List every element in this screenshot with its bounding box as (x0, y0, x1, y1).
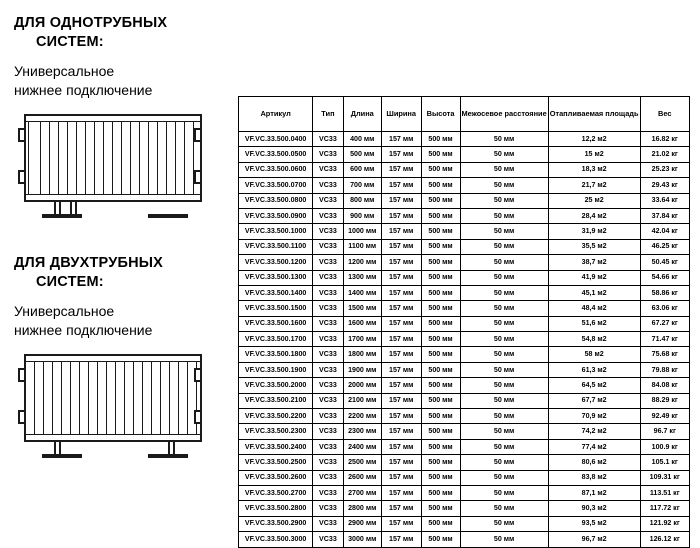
cell-article: VF.VC.33.500.2100 (239, 393, 313, 408)
cell-axis-distance: 50 мм (460, 193, 548, 208)
cell-width: 157 мм (381, 193, 421, 208)
cell-width: 157 мм (381, 332, 421, 347)
cell-heated-area: 80,6 м2 (548, 455, 640, 470)
cell-height: 500 мм (421, 301, 460, 316)
cell-heated-area: 18,3 м2 (548, 162, 640, 177)
cell-length: 2600 мм (343, 470, 381, 485)
cell-height: 500 мм (421, 347, 460, 362)
single-pipe-subtitle (14, 62, 230, 100)
table-row (239, 362, 690, 377)
cell-heated-area: 64,5 м2 (548, 378, 640, 393)
radiator-bottom-rail (26, 434, 200, 440)
cell-height: 500 мм (421, 455, 460, 470)
cell-length: 2200 мм (343, 409, 381, 424)
cell-type: VC33 (313, 378, 343, 393)
cell-article: VF.VC.33.500.1600 (239, 316, 313, 331)
cell-article: VF.VC.33.500.1400 (239, 285, 313, 300)
single-pipe-section (14, 14, 230, 218)
cell-type: VC33 (313, 255, 343, 270)
table-row (239, 516, 690, 531)
cell-axis-distance: 50 мм (460, 147, 548, 162)
cell-type: VC33 (313, 316, 343, 331)
cell-type: VC33 (313, 301, 343, 316)
cell-article: VF.VC.33.500.0400 (239, 132, 313, 147)
cell-length: 2700 мм (343, 485, 381, 500)
cell-weight: 42.04 кг (640, 224, 689, 239)
cell-axis-distance: 50 мм (460, 485, 548, 500)
single-pipe-subtitle-line2: нижнее подключение (14, 82, 153, 98)
cell-article: VF.VC.33.500.2400 (239, 439, 313, 454)
cell-type: VC33 (313, 501, 343, 516)
cell-height: 500 мм (421, 178, 460, 193)
cell-length: 1900 мм (343, 362, 381, 377)
cell-width: 157 мм (381, 178, 421, 193)
cell-axis-distance: 50 мм (460, 162, 548, 177)
column-header-length: Длина (343, 97, 381, 132)
column-header-height: Высота (421, 97, 460, 132)
column-header-width: Ширина (381, 97, 421, 132)
cell-width: 157 мм (381, 393, 421, 408)
cell-axis-distance: 50 мм (460, 132, 548, 147)
cell-heated-area: 31,9 м2 (548, 224, 640, 239)
cell-width: 157 мм (381, 239, 421, 254)
cell-axis-distance: 50 мм (460, 501, 548, 516)
column-header-type: Тип (313, 97, 343, 132)
cell-weight: 109.31 кг (640, 470, 689, 485)
cell-axis-distance: 50 мм (460, 516, 548, 531)
cell-height: 500 мм (421, 532, 460, 547)
cell-weight: 33.64 кг (640, 193, 689, 208)
cell-width: 157 мм (381, 378, 421, 393)
table-row (239, 347, 690, 362)
cell-axis-distance: 50 мм (460, 393, 548, 408)
cell-axis-distance: 50 мм (460, 208, 548, 223)
cell-axis-distance: 50 мм (460, 332, 548, 347)
cell-length: 1200 мм (343, 255, 381, 270)
cell-axis-distance: 50 мм (460, 255, 548, 270)
radiator-mount-lug (18, 410, 26, 424)
cell-type: VC33 (313, 239, 343, 254)
radiator-bottom-rail (26, 194, 200, 200)
table-row (239, 147, 690, 162)
table-row (239, 162, 690, 177)
two-pipe-subtitle (14, 302, 230, 340)
specification-table (238, 96, 690, 548)
cell-length: 2100 мм (343, 393, 381, 408)
cell-article: VF.VC.33.500.2700 (239, 485, 313, 500)
cell-width: 157 мм (381, 224, 421, 239)
cell-length: 1000 мм (343, 224, 381, 239)
cell-height: 500 мм (421, 409, 460, 424)
cell-type: VC33 (313, 132, 343, 147)
table-row (239, 132, 690, 147)
cell-type: VC33 (313, 485, 343, 500)
table-row (239, 501, 690, 516)
cell-axis-distance: 50 мм (460, 378, 548, 393)
cell-width: 157 мм (381, 147, 421, 162)
cell-height: 500 мм (421, 362, 460, 377)
cell-length: 700 мм (343, 178, 381, 193)
cell-weight: 105.1 кг (640, 455, 689, 470)
cell-length: 1600 мм (343, 316, 381, 331)
cell-type: VC33 (313, 285, 343, 300)
cell-length: 600 мм (343, 162, 381, 177)
cell-width: 157 мм (381, 470, 421, 485)
cell-heated-area: 51,6 м2 (548, 316, 640, 331)
cell-type: VC33 (313, 516, 343, 531)
table-row (239, 439, 690, 454)
cell-weight: 79.88 кг (640, 362, 689, 377)
cell-type: VC33 (313, 270, 343, 285)
cell-length: 900 мм (343, 208, 381, 223)
cell-type: VC33 (313, 178, 343, 193)
radiator-mount-lug (194, 128, 202, 142)
cell-weight: 67.27 кг (640, 316, 689, 331)
cell-height: 500 мм (421, 208, 460, 223)
cell-weight: 92.49 кг (640, 409, 689, 424)
cell-width: 157 мм (381, 409, 421, 424)
cell-height: 500 мм (421, 270, 460, 285)
cell-type: VC33 (313, 362, 343, 377)
cell-height: 500 мм (421, 439, 460, 454)
radiator-body (24, 114, 202, 202)
two-pipe-title (14, 254, 230, 292)
cell-width: 157 мм (381, 362, 421, 377)
cell-article: VF.VC.33.500.2900 (239, 516, 313, 531)
radiator-diagram-single-pipe (18, 114, 214, 218)
cell-article: VF.VC.33.500.2300 (239, 424, 313, 439)
cell-length: 500 мм (343, 147, 381, 162)
radiator-mount-lug (18, 368, 26, 382)
cell-axis-distance: 50 мм (460, 224, 548, 239)
cell-weight: 126.12 кг (640, 532, 689, 547)
cell-height: 500 мм (421, 470, 460, 485)
cell-article: VF.VC.33.500.1500 (239, 301, 313, 316)
cell-length: 2400 мм (343, 439, 381, 454)
cell-width: 157 мм (381, 485, 421, 500)
single-pipe-title-line2: СИСТЕМ: (36, 34, 104, 50)
cell-heated-area: 54,8 м2 (548, 332, 640, 347)
cell-heated-area: 58 м2 (548, 347, 640, 362)
radiator-foot (148, 214, 188, 218)
cell-heated-area: 96,7 м2 (548, 532, 640, 547)
cell-width: 157 мм (381, 347, 421, 362)
cell-article: VF.VC.33.500.1100 (239, 239, 313, 254)
cell-height: 500 мм (421, 193, 460, 208)
cell-axis-distance: 50 мм (460, 270, 548, 285)
cell-article: VF.VC.33.500.1300 (239, 270, 313, 285)
cell-axis-distance: 50 мм (460, 362, 548, 377)
table-row (239, 270, 690, 285)
cell-weight: 84.08 кг (640, 378, 689, 393)
two-pipe-subtitle-line1: Универсальное (14, 303, 115, 319)
table-row (239, 239, 690, 254)
radiator-top-rail (26, 356, 200, 362)
specification-table-wrapper (238, 96, 690, 548)
cell-type: VC33 (313, 532, 343, 547)
cell-type: VC33 (313, 424, 343, 439)
cell-width: 157 мм (381, 285, 421, 300)
cell-axis-distance: 50 мм (460, 532, 548, 547)
cell-length: 1100 мм (343, 239, 381, 254)
two-pipe-title-line2: СИСТЕМ: (36, 274, 104, 290)
cell-axis-distance: 50 мм (460, 178, 548, 193)
cell-weight: 121.92 кг (640, 516, 689, 531)
single-pipe-subtitle-line1: Универсальное (14, 63, 115, 79)
cell-length: 800 мм (343, 193, 381, 208)
single-pipe-title-line1: ДЛЯ ОДНОТРУБНЫХ (14, 15, 168, 31)
cell-height: 500 мм (421, 516, 460, 531)
cell-article: VF.VC.33.500.0700 (239, 178, 313, 193)
cell-weight: 46.25 кг (640, 239, 689, 254)
radiator-mount-lug (18, 170, 26, 184)
cell-length: 3000 мм (343, 532, 381, 547)
cell-article: VF.VC.33.500.3000 (239, 532, 313, 547)
cell-width: 157 мм (381, 455, 421, 470)
cell-article: VF.VC.33.500.2600 (239, 470, 313, 485)
cell-type: VC33 (313, 470, 343, 485)
cell-type: VC33 (313, 147, 343, 162)
cell-heated-area: 67,7 м2 (548, 393, 640, 408)
table-row (239, 255, 690, 270)
cell-length: 2300 мм (343, 424, 381, 439)
cell-heated-area: 83,8 м2 (548, 470, 640, 485)
cell-height: 500 мм (421, 132, 460, 147)
table-row (239, 224, 690, 239)
cell-length: 2000 мм (343, 378, 381, 393)
cell-article: VF.VC.33.500.1200 (239, 255, 313, 270)
cell-weight: 54.66 кг (640, 270, 689, 285)
radiator-body (24, 354, 202, 442)
cell-height: 500 мм (421, 332, 460, 347)
cell-weight: 100.9 кг (640, 439, 689, 454)
cell-length: 1300 мм (343, 270, 381, 285)
cell-type: VC33 (313, 224, 343, 239)
cell-axis-distance: 50 мм (460, 455, 548, 470)
cell-height: 500 мм (421, 255, 460, 270)
cell-article: VF.VC.33.500.1900 (239, 362, 313, 377)
cell-width: 157 мм (381, 424, 421, 439)
table-row (239, 332, 690, 347)
radiator-foot (42, 214, 82, 218)
radiator-foot (42, 454, 82, 458)
cell-axis-distance: 50 мм (460, 409, 548, 424)
cell-heated-area: 70,9 м2 (548, 409, 640, 424)
cell-type: VC33 (313, 332, 343, 347)
cell-heated-area: 15 м2 (548, 147, 640, 162)
cell-height: 500 мм (421, 162, 460, 177)
cell-axis-distance: 50 мм (460, 239, 548, 254)
cell-heated-area: 12,2 м2 (548, 132, 640, 147)
cell-article: VF.VC.33.500.0900 (239, 208, 313, 223)
two-pipe-section (14, 254, 230, 458)
table-row (239, 470, 690, 485)
cell-heated-area: 61,3 м2 (548, 362, 640, 377)
cell-heated-area: 35,5 м2 (548, 239, 640, 254)
cell-article: VF.VC.33.500.1800 (239, 347, 313, 362)
cell-heated-area: 25 м2 (548, 193, 640, 208)
table-header-row (239, 97, 690, 132)
cell-height: 500 мм (421, 239, 460, 254)
cell-type: VC33 (313, 347, 343, 362)
cell-article: VF.VC.33.500.2000 (239, 378, 313, 393)
cell-weight: 58.86 кг (640, 285, 689, 300)
cell-article: VF.VC.33.500.2800 (239, 501, 313, 516)
radiator-top-rail (26, 116, 200, 122)
radiator-foot (148, 454, 188, 458)
cell-length: 1800 мм (343, 347, 381, 362)
cell-width: 157 мм (381, 501, 421, 516)
cell-height: 500 мм (421, 485, 460, 500)
table-body (239, 132, 690, 548)
column-header-article: Артикул (239, 97, 313, 132)
cell-width: 157 мм (381, 439, 421, 454)
cell-heated-area: 77,4 м2 (548, 439, 640, 454)
radiator-diagram-two-pipe (18, 354, 214, 458)
cell-weight: 21.02 кг (640, 147, 689, 162)
cell-width: 157 мм (381, 208, 421, 223)
cell-weight: 117.72 кг (640, 501, 689, 516)
cell-width: 157 мм (381, 132, 421, 147)
cell-width: 157 мм (381, 532, 421, 547)
cell-length: 2800 мм (343, 501, 381, 516)
cell-width: 157 мм (381, 255, 421, 270)
table-row (239, 178, 690, 193)
cell-type: VC33 (313, 162, 343, 177)
cell-heated-area: 45,1 м2 (548, 285, 640, 300)
cell-width: 157 мм (381, 301, 421, 316)
table-row (239, 455, 690, 470)
cell-heated-area: 93,5 м2 (548, 516, 640, 531)
cell-type: VC33 (313, 208, 343, 223)
cell-weight: 96.7 кг (640, 424, 689, 439)
table-row (239, 301, 690, 316)
cell-axis-distance: 50 мм (460, 347, 548, 362)
cell-heated-area: 21,7 м2 (548, 178, 640, 193)
cell-length: 1400 мм (343, 285, 381, 300)
cell-weight: 113.51 кг (640, 485, 689, 500)
cell-height: 500 мм (421, 424, 460, 439)
cell-heated-area: 87,1 м2 (548, 485, 640, 500)
cell-article: VF.VC.33.500.2200 (239, 409, 313, 424)
table-row (239, 285, 690, 300)
cell-article: VF.VC.33.500.0800 (239, 193, 313, 208)
table-row (239, 378, 690, 393)
cell-type: VC33 (313, 393, 343, 408)
cell-height: 500 мм (421, 285, 460, 300)
radiator-mount-lug (194, 368, 202, 382)
table-row (239, 208, 690, 223)
left-column (14, 14, 230, 458)
cell-weight: 37.84 кг (640, 208, 689, 223)
cell-height: 500 мм (421, 316, 460, 331)
cell-weight: 16.82 кг (640, 132, 689, 147)
radiator-mount-lug (18, 128, 26, 142)
cell-height: 500 мм (421, 147, 460, 162)
cell-type: VC33 (313, 439, 343, 454)
cell-axis-distance: 50 мм (460, 470, 548, 485)
two-pipe-subtitle-line2: нижнее подключение (14, 322, 153, 338)
cell-weight: 25.23 кг (640, 162, 689, 177)
cell-weight: 75.68 кг (640, 347, 689, 362)
table-row (239, 409, 690, 424)
cell-article: VF.VC.33.500.0500 (239, 147, 313, 162)
cell-width: 157 мм (381, 162, 421, 177)
cell-height: 500 мм (421, 224, 460, 239)
cell-weight: 63.06 кг (640, 301, 689, 316)
cell-width: 157 мм (381, 270, 421, 285)
cell-heated-area: 38,7 м2 (548, 255, 640, 270)
cell-height: 500 мм (421, 501, 460, 516)
single-pipe-title (14, 14, 230, 52)
table-row (239, 485, 690, 500)
cell-type: VC33 (313, 455, 343, 470)
table-row (239, 393, 690, 408)
cell-weight: 50.45 кг (640, 255, 689, 270)
cell-width: 157 мм (381, 516, 421, 531)
cell-axis-distance: 50 мм (460, 316, 548, 331)
cell-weight: 88.29 кг (640, 393, 689, 408)
cell-article: VF.VC.33.500.1700 (239, 332, 313, 347)
cell-type: VC33 (313, 409, 343, 424)
table-row (239, 193, 690, 208)
column-header-weight: Вес (640, 97, 689, 132)
radiator-mount-lug (194, 410, 202, 424)
cell-article: VF.VC.33.500.2500 (239, 455, 313, 470)
cell-axis-distance: 50 мм (460, 424, 548, 439)
cell-length: 1700 мм (343, 332, 381, 347)
cell-length: 2500 мм (343, 455, 381, 470)
cell-height: 500 мм (421, 393, 460, 408)
column-header-axis-distance: Межосевое расстояние (460, 97, 548, 132)
table-row (239, 316, 690, 331)
cell-heated-area: 28,4 м2 (548, 208, 640, 223)
cell-axis-distance: 50 мм (460, 301, 548, 316)
cell-heated-area: 74,2 м2 (548, 424, 640, 439)
cell-height: 500 мм (421, 378, 460, 393)
cell-article: VF.VC.33.500.1000 (239, 224, 313, 239)
cell-heated-area: 41,9 м2 (548, 270, 640, 285)
cell-length: 2900 мм (343, 516, 381, 531)
two-pipe-title-line1: ДЛЯ ДВУХТРУБНЫХ (14, 255, 164, 271)
cell-heated-area: 90,3 м2 (548, 501, 640, 516)
cell-width: 157 мм (381, 316, 421, 331)
cell-axis-distance: 50 мм (460, 285, 548, 300)
cell-article: VF.VC.33.500.0600 (239, 162, 313, 177)
column-header-heated-area: Отапливаемая площадь (548, 97, 640, 132)
table-header (239, 97, 690, 132)
cell-type: VC33 (313, 193, 343, 208)
cell-weight: 71.47 кг (640, 332, 689, 347)
cell-axis-distance: 50 мм (460, 439, 548, 454)
cell-length: 1500 мм (343, 301, 381, 316)
radiator-mount-lug (194, 170, 202, 184)
table-row (239, 532, 690, 547)
cell-weight: 29.43 кг (640, 178, 689, 193)
cell-length: 400 мм (343, 132, 381, 147)
table-row (239, 424, 690, 439)
cell-heated-area: 48,4 м2 (548, 301, 640, 316)
